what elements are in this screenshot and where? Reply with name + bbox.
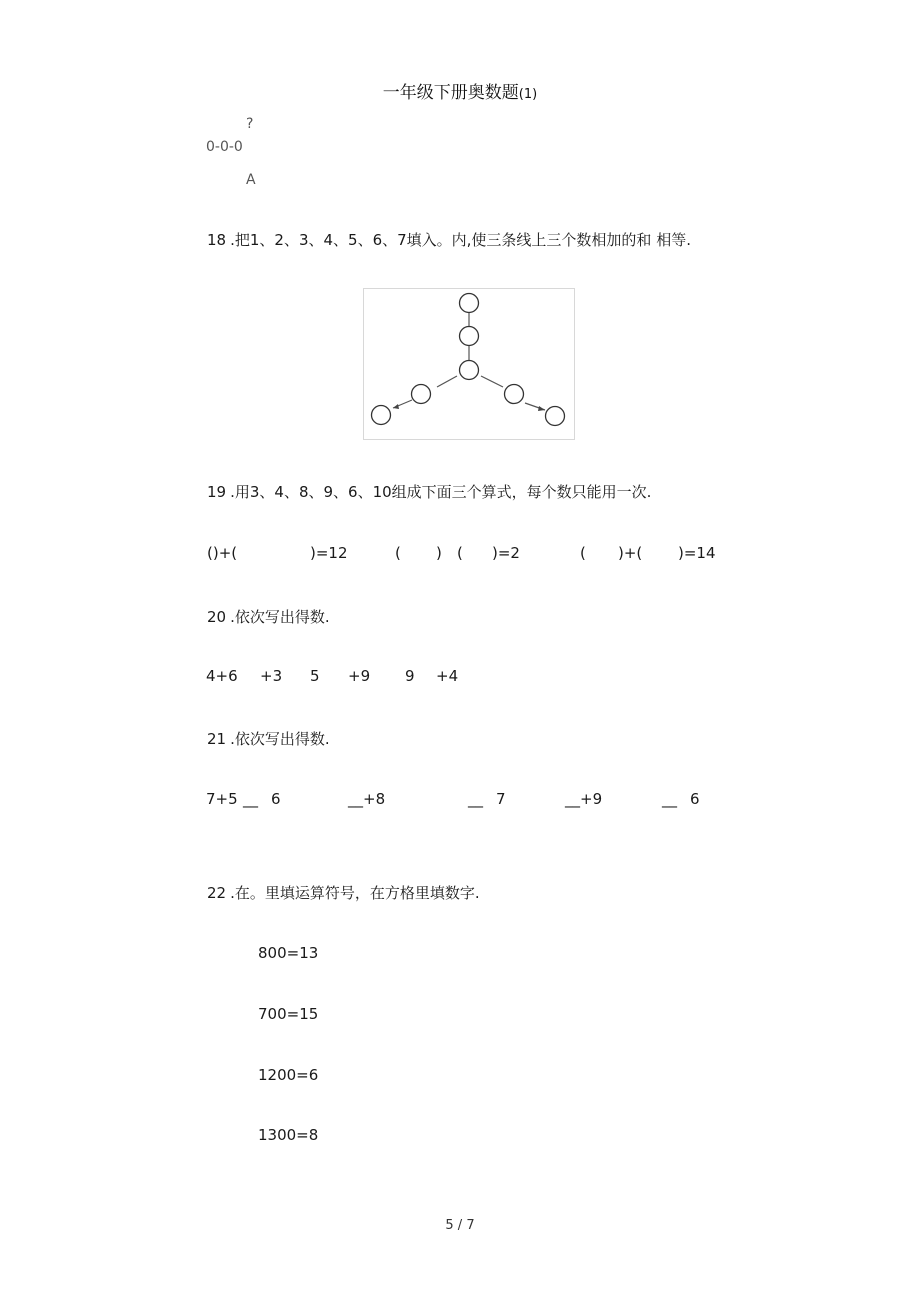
equation-2-paren-close: )	[436, 544, 442, 562]
blank: __	[662, 790, 677, 808]
title-main: 一年级下册奥数题	[382, 83, 519, 103]
chain-item: 6	[690, 790, 700, 808]
page-title	[0, 78, 920, 103]
blank-circle	[412, 385, 431, 404]
question-text: .依次写出得数.	[230, 730, 330, 748]
chain-item: +3	[260, 667, 283, 685]
question-20	[207, 606, 330, 627]
question-22	[207, 882, 480, 903]
question-number: 19	[207, 483, 227, 501]
chain-item: 5	[310, 667, 320, 685]
chain-item: +4	[436, 667, 459, 685]
question-text: .在。里填运算符号，在方格里填数字.	[230, 884, 480, 902]
blank-circle	[460, 361, 479, 380]
connector-line	[437, 376, 457, 387]
equation-3-end: )=14	[678, 544, 716, 562]
chain-item: 7+5	[206, 790, 238, 808]
question-number: 18	[207, 231, 227, 249]
chain-item: 7	[496, 790, 506, 808]
chain-item: 9	[405, 667, 415, 685]
chain-item: +9	[348, 667, 371, 685]
question-text: .依次写出得数.	[230, 608, 330, 626]
fill-equation: 1200=6	[258, 1066, 319, 1084]
blank: __	[243, 790, 258, 808]
chain-item: 6	[271, 790, 281, 808]
blank-circle	[546, 407, 565, 426]
blank-circle	[460, 294, 479, 313]
question-text: .把1、2、3、4、5、6、7填入。内,使三条线上三个数相加的和 相等.	[230, 231, 691, 249]
equation-2-paren-open-2: (	[457, 544, 463, 562]
three-line-circle-diagram	[363, 288, 575, 440]
equation-3-middle: )+(	[618, 544, 643, 562]
fill-equation: 700=15	[258, 1005, 319, 1023]
question-text: .用3、4、8、9、6、10组成下面三个算式，每个数只能用一次.	[230, 483, 652, 501]
figure-letter-a: A	[246, 172, 256, 188]
question-number: 21	[207, 730, 227, 748]
equation-1-start: ()+(	[207, 544, 238, 562]
blank-circle	[460, 327, 479, 346]
chain-item: __+9	[565, 790, 603, 808]
question-number: 20	[207, 608, 227, 626]
chain-item: __+8	[348, 790, 386, 808]
equation-2-end: )=2	[492, 544, 520, 562]
title-suffix: (1)	[518, 87, 538, 102]
blank-circle	[505, 385, 524, 404]
question-18	[207, 229, 691, 250]
blank: __	[468, 790, 483, 808]
question-number: 22	[207, 884, 227, 902]
chain-item: 4+6	[206, 667, 238, 685]
figure-question-mark: ?	[246, 116, 254, 132]
connector-line	[481, 376, 503, 387]
equation-1-end: )=12	[310, 544, 348, 562]
blank-circle	[372, 406, 391, 425]
fill-equation: 800=13	[258, 944, 319, 962]
fill-equation: 1300=8	[258, 1126, 319, 1144]
question-21	[207, 728, 330, 749]
equation-2-paren-open: (	[395, 544, 401, 562]
question-19	[207, 481, 651, 502]
page-number: 5 / 7	[445, 1218, 475, 1233]
figure-circles-row: 0-0-0	[206, 139, 243, 155]
equation-3-paren-open: (	[580, 544, 586, 562]
